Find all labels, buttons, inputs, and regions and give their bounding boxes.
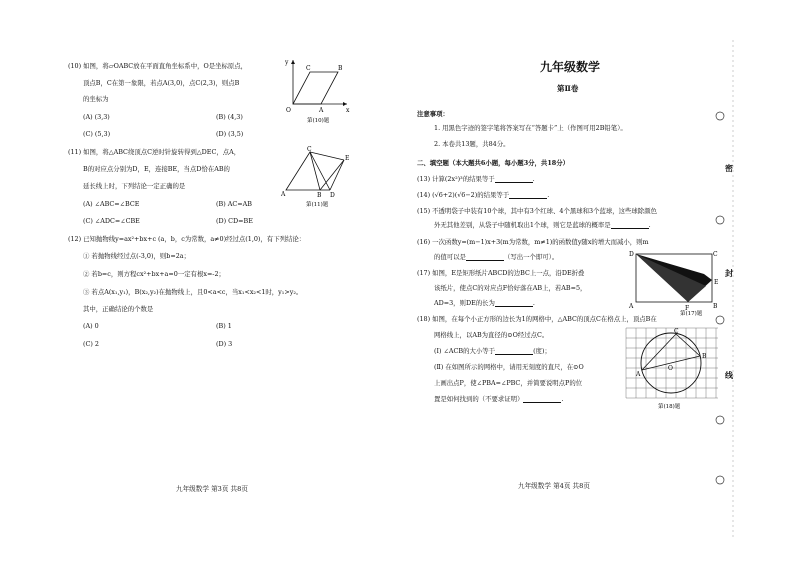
q12-statement4: 其中，正确结论的个数是 [83, 305, 154, 313]
q12-statement3: ③ 若点A(x₁,y₁)，B(x₂,y₂)在抛物线上，且0<a<c，当x₁<x₂<1时，y₁>y₂。 [83, 288, 303, 296]
q17-line1: (17) 如图，E是矩形纸片ABCD的边BC上一点，沿DE折叠 [417, 269, 585, 277]
note-2: 2. 本卷共13题，共84分。 [434, 140, 510, 148]
q17-line3: AD=3，则DE的长为 . [434, 299, 535, 307]
q18-line2: 网格线上，以AB为直径的⊙O经过点C。 [434, 331, 549, 339]
q18-part2-line2: 上画出点P，使∠PBA=∠PBC，并简要说明点P的位 [434, 379, 583, 387]
q17-label: AD=3，则DE的长为 [434, 299, 495, 307]
q18-part2-line3: 置是如何找到的（不要求证明） . [434, 395, 564, 403]
q18-part2-answer-blank[interactable] [523, 396, 561, 403]
q10-figure [283, 56, 355, 126]
q13-label: (13) 计算(2x²)³的结果等于 [417, 175, 495, 183]
q10-caption: 第(10)题 [307, 118, 330, 124]
q12-line1: (12) 已知抛物线y=ax²+bx+c (a，b，c为常数，a≠0)经过点(1,0)，有下列结论： [68, 235, 306, 243]
q11-option-b: (B) AC=AB [216, 200, 252, 208]
section-heading: 二、填空题（本大题共6小题，每小题3分，共18分） [417, 159, 569, 167]
q10-label-o: O [286, 107, 291, 114]
q15-line1: (15) 不透明袋子中装有10个球，其中有3个红球、4个黑球和3个蓝球，这些球除颜色 [417, 207, 657, 215]
q11-option-a: (A) ∠ABC=∠BCE [83, 200, 140, 208]
margin-char-1: 密 [725, 163, 733, 173]
right-footer: 九年级数学 第4页 共8页 [518, 482, 590, 490]
q15-answer-blank[interactable] [611, 222, 649, 229]
q10-label-a: A [319, 107, 324, 114]
q16-label: 的值可以是 [434, 253, 466, 261]
margin-char-2: 封 [725, 268, 733, 278]
q18-part1-answer-blank[interactable] [495, 348, 533, 355]
q17-label-d: D [629, 251, 634, 258]
q14-label: (14) (√6+2)(√6−2)的结果等于 [417, 191, 510, 199]
q10-label-c: C [306, 65, 311, 72]
q11-label-b: B [317, 192, 322, 199]
q11-figure [280, 146, 356, 208]
q14-text: (14) (√6+2)(√6−2)的结果等于 . [417, 191, 550, 199]
q16-line2 [434, 253, 558, 261]
note-1: 1. 用黑色字迹的签字笔将答案写在“答题卡”上（作图可用2B铅笔）。 [434, 124, 627, 132]
q15-line2: 外无其他差别，从袋子中随机取出1个球，则它是蓝球的概率是 . [434, 221, 651, 229]
q13-answer-blank[interactable] [495, 176, 533, 183]
q18-part2-label: 置是如何找到的（不要求证明） [434, 395, 524, 403]
q13-text: (13) 计算(2x²)³的结果等于 . [417, 175, 535, 183]
q18-label-o: O [668, 365, 673, 372]
binding-holes [700, 0, 794, 561]
q10-line1: (10) 如图，将▱OABC放在平面直角坐标系中，O是坐标原点， [68, 62, 248, 70]
q17-answer-blank[interactable] [495, 300, 533, 307]
q18-part2-line1: (Ⅱ) 在如图所示的网格中，请用无刻度的直尺，在⊙O [434, 363, 584, 371]
q18-label-a: A [636, 371, 641, 378]
part-subtitle: 第Ⅱ卷 [557, 84, 579, 93]
q11-line1: (11) 如图，将△ABC绕顶点C逆时针旋转得到△DEC，点A， [68, 148, 241, 156]
q18-label-c: C [674, 328, 679, 335]
q11-line2: B的对应点分别为D，E，连接BE，当点D恰在AB的 [83, 165, 230, 173]
page-title: 九年级数学 [540, 60, 601, 74]
q11-label-c: C [307, 146, 312, 153]
q17-label-b: B [713, 303, 718, 310]
q11-line3: 延长线上时，下列结论一定正确的是 [83, 182, 186, 190]
q11-label-e: E [345, 155, 350, 162]
q18-caption: 第(18)题 [658, 404, 681, 410]
q11-caption: 第(11)题 [306, 202, 329, 208]
margin-char-3: 线 [725, 370, 733, 380]
q11-option-d: (D) CD=BE [216, 217, 253, 225]
q18-label-b: B [702, 353, 707, 360]
q18-part1 [434, 347, 551, 355]
q11-label-d: D [330, 192, 335, 199]
q10-label-x: x [346, 107, 350, 114]
q14-answer-blank[interactable] [509, 192, 547, 199]
q10-option-a: (A) (3,3) [83, 113, 110, 121]
left-footer: 九年级数学 第3页 共8页 [176, 485, 248, 493]
q10-line2: 顶点B，C在第一象限，若点A(3,0)，点C(2,3)，则点B [83, 79, 240, 87]
q17-label-a: A [629, 303, 634, 310]
q12-option-b: (B) 1 [216, 322, 232, 330]
q10-label-b: B [338, 65, 343, 72]
q17-label-f: F [685, 305, 690, 312]
q11-label-a: A [281, 191, 286, 198]
q16-note: （写出一个即可）。 [503, 253, 559, 261]
q17-label-c: C [713, 251, 718, 258]
q10-label-y: y [285, 59, 289, 66]
q12-option-a: (A) 0 [83, 322, 99, 330]
q15-label: 外无其他差别，从袋子中随机取出1个球，则它是蓝球的概率是 [434, 221, 611, 229]
q17-line2: 该纸片，使点C的对应点F恰好落在AB上，若AB=5， [434, 284, 587, 292]
q12-option-d: (D) 3 [216, 340, 233, 348]
binding-margin [700, 0, 794, 561]
q12-statement2: ② 若b=c，则方程cx²+bx+a=0一定有根x=-2； [83, 270, 225, 278]
q10-option-c: (C) (5,3) [83, 130, 111, 138]
q18-line1: (18) 如图，在每个小正方形的边长为1的网格中，△ABC的顶点C在格点上，顶点B在 [417, 315, 657, 323]
q12-option-c: (C) 2 [83, 340, 99, 348]
q16-answer-blank[interactable] [466, 254, 504, 261]
q17-caption: 第(17)题 [680, 311, 703, 316]
q18-part1-unit: (度)； [533, 347, 551, 355]
notes-heading: 注意事项： [417, 110, 449, 118]
q16-line1: (16) 一次函数y=(m−1)x+3(m为常数，m≠1)的函数值y随x的增大而减小，则m [417, 238, 649, 246]
q10-option-b: (B) (4,3) [216, 113, 243, 121]
q10-line3: 的坐标为 [83, 95, 109, 103]
q10-option-d: (D) (3,5) [216, 130, 244, 138]
q17-label-e: E [714, 279, 719, 286]
q12-statement1: ① 若抛物线经过点(-3,0)，则b=2a； [83, 252, 190, 260]
q11-option-c: (C) ∠ADC=∠CBE [83, 217, 140, 225]
q18-part1-label: (Ⅰ) ∠ACB的大小等于 [434, 347, 496, 355]
